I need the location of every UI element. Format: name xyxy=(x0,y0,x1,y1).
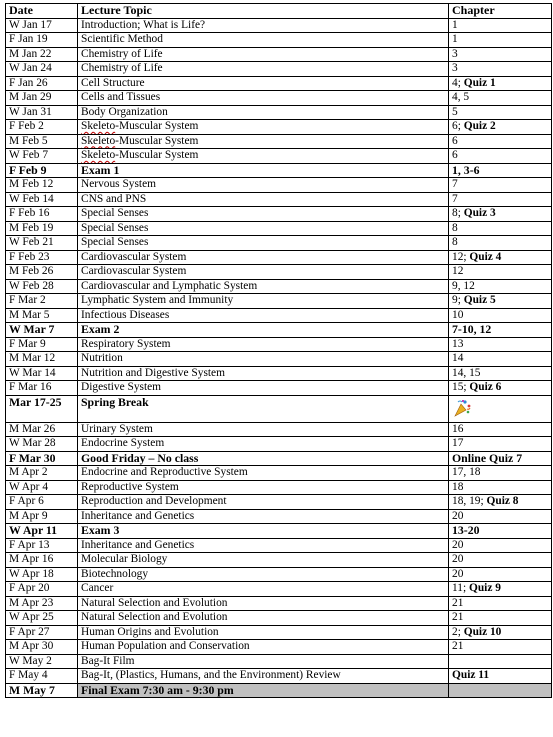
chapter-value: 8 xyxy=(452,221,458,234)
quiz-label: Quiz 11 xyxy=(452,669,490,681)
table-row xyxy=(6,62,552,77)
topic-cell: Infectious Diseases xyxy=(78,308,449,323)
chapter-value: 7-10, 12 xyxy=(452,322,492,336)
quiz-label: Quiz 10 xyxy=(463,625,502,638)
chapter-value: 21 xyxy=(452,611,464,623)
table-row xyxy=(6,480,552,495)
table-row xyxy=(6,221,552,236)
table-row xyxy=(6,91,552,106)
date-cell: W Feb 21 xyxy=(6,236,78,251)
date-cell: M Mar 26 xyxy=(6,422,78,437)
topic-cell: Special Senses xyxy=(78,207,449,222)
table-row xyxy=(6,524,552,539)
date-cell: M Mar 5 xyxy=(6,308,78,323)
chapter-value: Online Quiz 7 xyxy=(452,451,523,465)
topic-cell: Bag-It, (Plastics, Humans, and the Environment) Review xyxy=(78,669,449,684)
topic-cell xyxy=(78,149,449,164)
topic-cell: Digestive System xyxy=(78,381,449,396)
chapter-value: 2; xyxy=(452,625,464,638)
topic-cell: Molecular Biology xyxy=(78,553,449,568)
date-cell: W Mar 7 xyxy=(6,323,78,338)
chapter-cell xyxy=(449,163,552,178)
topic-cell: Cancer xyxy=(78,582,449,597)
table-row xyxy=(6,395,552,422)
table-row xyxy=(6,625,552,640)
topic-cell xyxy=(78,134,449,149)
table-row xyxy=(6,207,552,222)
date-header: Date xyxy=(6,4,78,19)
topic-cell: Chemistry of Life xyxy=(78,62,449,77)
topic-cell: Good Friday – No class xyxy=(78,451,449,466)
chapter-cell xyxy=(449,207,552,222)
chapter-value: 7 xyxy=(452,192,458,205)
chapter-cell xyxy=(449,62,552,77)
chapter-cell xyxy=(449,495,552,510)
date-cell: M Mar 12 xyxy=(6,352,78,367)
chapter-cell xyxy=(449,381,552,396)
chapter-cell xyxy=(449,337,552,352)
chapter-cell xyxy=(449,91,552,106)
table-row xyxy=(6,495,552,510)
header-row xyxy=(6,4,552,19)
chapter-value: 21 xyxy=(452,640,464,652)
chapter-cell xyxy=(449,134,552,149)
schedule-table xyxy=(5,3,552,698)
chapter-cell xyxy=(449,654,552,669)
quiz-label: Quiz 5 xyxy=(463,294,496,306)
topic-cell: Lymphatic System and Immunity xyxy=(78,294,449,309)
topic-cell: Bag-It Film xyxy=(78,654,449,669)
table-row xyxy=(6,654,552,669)
chapter-value: 20 xyxy=(452,509,464,522)
quiz-label: Quiz 2 xyxy=(463,120,496,132)
chapter-value: 14 xyxy=(452,352,464,364)
chapter-cell xyxy=(449,422,552,437)
date-cell: M Apr 16 xyxy=(6,553,78,568)
date-cell: M Feb 19 xyxy=(6,221,78,236)
chapter-value: 5 xyxy=(452,105,458,118)
date-cell: M Apr 2 xyxy=(6,466,78,481)
chapter-value: 13 xyxy=(452,337,464,350)
chapter-value: 21 xyxy=(452,596,464,609)
chapter-value: 1, 3-6 xyxy=(452,163,480,177)
date-cell: F Feb 2 xyxy=(6,120,78,135)
date-cell: W Apr 25 xyxy=(6,611,78,626)
table-row xyxy=(6,47,552,62)
topic-cell: Exam 1 xyxy=(78,163,449,178)
date-cell: F Mar 30 xyxy=(6,451,78,466)
date-cell: F Mar 16 xyxy=(6,381,78,396)
table-row xyxy=(6,250,552,265)
topic-cell: Inheritance and Genetics xyxy=(78,509,449,524)
chapter-cell xyxy=(449,683,552,698)
topic-cell: Respiratory System xyxy=(78,337,449,352)
chapter-cell xyxy=(449,308,552,323)
chapter-value: 8 xyxy=(452,236,458,248)
quiz-label: Quiz 4 xyxy=(469,250,502,263)
table-row xyxy=(6,381,552,396)
topic-cell: CNS and PNS xyxy=(78,192,449,207)
topic-cell: Nutrition xyxy=(78,352,449,367)
date-cell: Mar 17-25 xyxy=(6,395,78,422)
date-cell: F Feb 23 xyxy=(6,250,78,265)
date-cell: F Apr 6 xyxy=(6,495,78,510)
table-row xyxy=(6,611,552,626)
chapter-cell xyxy=(449,596,552,611)
date-cell: F Feb 16 xyxy=(6,207,78,222)
chapter-value: 20 xyxy=(452,553,464,565)
table-row xyxy=(6,538,552,553)
date-cell: M Jan 29 xyxy=(6,91,78,106)
chapter-value: 1 xyxy=(452,33,458,45)
topic-cell: Endocrine System xyxy=(78,437,449,452)
date-cell: F Feb 9 xyxy=(6,163,78,178)
table-row xyxy=(6,192,552,207)
topic-misspelled-part: Skeleto xyxy=(81,149,116,161)
topic-cell: Nutrition and Digestive System xyxy=(78,366,449,381)
table-row xyxy=(6,308,552,323)
topic-rest: -Muscular System xyxy=(115,120,199,132)
chapter-value: 9; xyxy=(452,294,464,306)
date-cell: W May 2 xyxy=(6,654,78,669)
date-cell: W Mar 28 xyxy=(6,437,78,452)
chapter-value: 4, 5 xyxy=(452,91,470,103)
topic-cell: Exam 3 xyxy=(78,524,449,539)
chapter-value: 14, 15 xyxy=(452,366,481,379)
date-cell: F Mar 2 xyxy=(6,294,78,309)
table-row xyxy=(6,509,552,524)
date-cell: W Feb 14 xyxy=(6,192,78,207)
chapter-cell xyxy=(449,451,552,466)
chapter-value: 13-20 xyxy=(452,523,480,537)
table-row xyxy=(6,265,552,280)
table-row xyxy=(6,178,552,193)
party-icon xyxy=(452,398,472,418)
chapter-value: 12 xyxy=(452,265,464,277)
chapter-cell xyxy=(449,178,552,193)
chapter-cell xyxy=(449,192,552,207)
chapter-cell xyxy=(449,279,552,294)
chapter-cell xyxy=(449,149,552,164)
table-row xyxy=(6,683,552,698)
chapter-cell xyxy=(449,47,552,62)
topic-cell: Final Exam 7:30 am - 9:30 pm xyxy=(78,683,449,698)
table-row xyxy=(6,105,552,120)
date-cell: M Feb 26 xyxy=(6,265,78,280)
chapter-value: 16 xyxy=(452,422,464,435)
chapter-value: 7 xyxy=(452,178,458,190)
chapter-cell xyxy=(449,18,552,33)
chapter-cell xyxy=(449,265,552,280)
date-cell: W Apr 4 xyxy=(6,480,78,495)
topic-header: Lecture Topic xyxy=(78,4,449,19)
date-cell: M Apr 30 xyxy=(6,640,78,655)
topic-rest: -Muscular System xyxy=(115,149,199,161)
topic-cell: Introduction; What is Life? xyxy=(78,18,449,33)
chapter-cell xyxy=(449,352,552,367)
date-cell: W Apr 11 xyxy=(6,524,78,539)
date-cell: F May 4 xyxy=(6,669,78,684)
table-row xyxy=(6,366,552,381)
topic-misspelled-part: Skeleto xyxy=(81,134,116,147)
topic-cell: Special Senses xyxy=(78,221,449,236)
table-row xyxy=(6,640,552,655)
chapter-value: 12; xyxy=(452,250,470,263)
table-row xyxy=(6,18,552,33)
chapter-value: 15; xyxy=(452,381,470,393)
topic-cell: Human Population and Conservation xyxy=(78,640,449,655)
chapter-cell xyxy=(449,105,552,120)
chapter-value: 4; xyxy=(452,76,464,89)
topic-cell: Cardiovascular System xyxy=(78,250,449,265)
table-row xyxy=(6,567,552,582)
topic-cell: Special Senses xyxy=(78,236,449,251)
quiz-label: Quiz 1 xyxy=(463,76,496,89)
table-row xyxy=(6,553,552,568)
date-cell: W Jan 31 xyxy=(6,105,78,120)
chapter-value: 9, 12 xyxy=(452,279,475,292)
chapter-cell xyxy=(449,221,552,236)
topic-cell: Cardiovascular System xyxy=(78,265,449,280)
topic-cell: Reproduction and Development xyxy=(78,495,449,510)
topic-cell: Body Organization xyxy=(78,105,449,120)
table-row xyxy=(6,669,552,684)
table-row xyxy=(6,279,552,294)
chapter-value: 6 xyxy=(452,149,458,161)
date-cell: W Apr 18 xyxy=(6,567,78,582)
date-cell: M Feb 5 xyxy=(6,134,78,149)
chapter-cell xyxy=(449,567,552,582)
chapter-cell xyxy=(449,76,552,91)
topic-cell: Cardiovascular and Lymphatic System xyxy=(78,279,449,294)
table-row xyxy=(6,294,552,309)
quiz-label: Quiz 6 xyxy=(469,381,502,393)
date-cell: M Feb 12 xyxy=(6,178,78,193)
table-row xyxy=(6,33,552,48)
quiz-label: Quiz 9 xyxy=(468,582,501,594)
topic-cell xyxy=(78,120,449,135)
table-row xyxy=(6,163,552,178)
table-row xyxy=(6,120,552,135)
chapter-cell xyxy=(449,323,552,338)
date-cell: F Apr 27 xyxy=(6,625,78,640)
topic-cell: Scientific Method xyxy=(78,33,449,48)
date-cell: M Apr 23 xyxy=(6,596,78,611)
topic-cell: Exam 2 xyxy=(78,323,449,338)
chapter-cell xyxy=(449,640,552,655)
topic-cell: Natural Selection and Evolution xyxy=(78,611,449,626)
chapter-cell xyxy=(449,509,552,524)
table-row xyxy=(6,352,552,367)
topic-misspelled-part: Skeleto xyxy=(81,120,116,132)
chapter-value: 3 xyxy=(452,62,458,74)
chapter-cell xyxy=(449,524,552,539)
date-cell: W Feb 28 xyxy=(6,279,78,294)
date-cell: M Jan 22 xyxy=(6,47,78,62)
date-cell: F Jan 26 xyxy=(6,76,78,91)
quiz-label: Quiz 8 xyxy=(486,495,519,507)
chapter-cell xyxy=(449,395,552,422)
date-cell: W Jan 24 xyxy=(6,62,78,77)
chapter-value: 17, 18 xyxy=(452,466,481,478)
chapter-value: 20 xyxy=(452,567,464,580)
chapter-cell xyxy=(449,625,552,640)
chapter-cell xyxy=(449,480,552,495)
chapter-header: Chapter xyxy=(449,4,552,19)
topic-cell: Natural Selection and Evolution xyxy=(78,596,449,611)
chapter-cell xyxy=(449,669,552,684)
topic-cell: Nervous System xyxy=(78,178,449,193)
chapter-cell xyxy=(449,294,552,309)
topic-cell: Inheritance and Genetics xyxy=(78,538,449,553)
chapter-cell xyxy=(449,33,552,48)
topic-cell: Human Origins and Evolution xyxy=(78,625,449,640)
table-row xyxy=(6,451,552,466)
chapter-value: 3 xyxy=(452,47,458,60)
chapter-value: 10 xyxy=(452,308,464,321)
chapter-cell xyxy=(449,611,552,626)
topic-rest: -Muscular System xyxy=(115,134,199,147)
topic-cell: Endocrine and Reproductive System xyxy=(78,466,449,481)
chapter-value: 6; xyxy=(452,120,464,132)
topic-cell: Cells and Tissues xyxy=(78,91,449,106)
chapter-value: 1 xyxy=(452,18,458,31)
date-cell: F Mar 9 xyxy=(6,337,78,352)
chapter-cell xyxy=(449,553,552,568)
chapter-value: 18, 19; xyxy=(452,495,487,507)
chapter-cell xyxy=(449,538,552,553)
chapter-cell xyxy=(449,366,552,381)
chapter-cell xyxy=(449,236,552,251)
date-cell: F Apr 13 xyxy=(6,538,78,553)
date-cell: W Feb 7 xyxy=(6,149,78,164)
chapter-value: 6 xyxy=(452,134,458,147)
table-row xyxy=(6,437,552,452)
chapter-cell xyxy=(449,250,552,265)
chapter-cell xyxy=(449,120,552,135)
chapter-cell xyxy=(449,466,552,481)
chapter-value: 17 xyxy=(452,437,464,449)
table-row xyxy=(6,596,552,611)
date-cell: F Jan 19 xyxy=(6,33,78,48)
date-cell: F Apr 20 xyxy=(6,582,78,597)
table-row xyxy=(6,337,552,352)
table-row xyxy=(6,466,552,481)
chapter-value: 20 xyxy=(452,538,464,551)
table-row xyxy=(6,323,552,338)
date-cell: W Jan 17 xyxy=(6,18,78,33)
table-row xyxy=(6,422,552,437)
date-cell: W Mar 14 xyxy=(6,366,78,381)
topic-cell: Chemistry of Life xyxy=(78,47,449,62)
topic-cell: Biotechnology xyxy=(78,567,449,582)
chapter-cell xyxy=(449,437,552,452)
chapter-cell xyxy=(449,582,552,597)
date-cell: M May 7 xyxy=(6,683,78,698)
topic-cell: Cell Structure xyxy=(78,76,449,91)
table-row xyxy=(6,236,552,251)
topic-cell: Spring Break xyxy=(78,395,449,422)
table-row xyxy=(6,76,552,91)
quiz-label: Quiz 3 xyxy=(463,207,496,219)
topic-cell: Reproductive System xyxy=(78,480,449,495)
table-row xyxy=(6,134,552,149)
topic-cell: Urinary System xyxy=(78,422,449,437)
chapter-value: 11; xyxy=(452,582,469,594)
table-row xyxy=(6,582,552,597)
chapter-value: 8; xyxy=(452,207,464,219)
date-cell: M Apr 9 xyxy=(6,509,78,524)
chapter-value: 18 xyxy=(452,480,464,493)
table-row xyxy=(6,149,552,164)
